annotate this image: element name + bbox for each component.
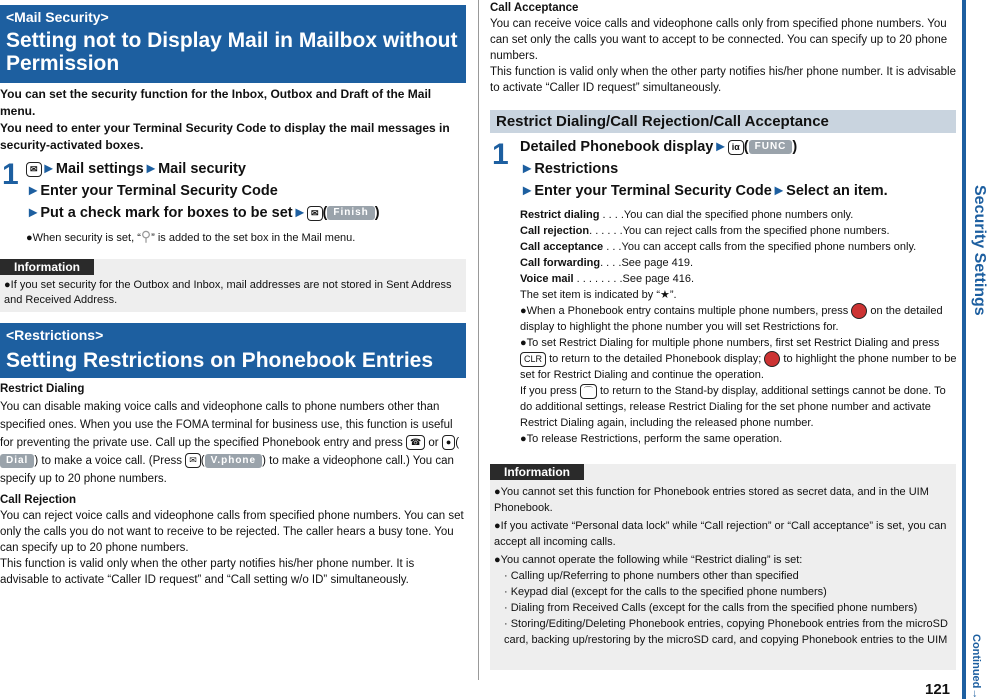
option-term: Call forwarding xyxy=(520,257,601,269)
info-text: If you set security for the Outbox and Inbox, mail addresses are not stored in Sent Address and Received Address. xyxy=(4,279,452,306)
option-desc: You can reject calls from the specified phone numbers. xyxy=(622,225,890,237)
bullet-text: When a Phonebook entry contains multiple phone numbers, press xyxy=(526,305,849,317)
option-desc: You can dial the specified phone numbers only. xyxy=(623,209,854,221)
bullet-item: ●When a Phonebook entry contains multiple phone numbers, press on the detailed display to highlight the phone number you will set Restrictions for. xyxy=(520,305,943,334)
header-title: Setting Restrictions on Phonebook Entries xyxy=(6,349,434,372)
lock-icon: ⚲ xyxy=(140,228,152,244)
option-desc: See page 419. xyxy=(621,257,694,269)
dial-softkey: Dial xyxy=(0,454,34,468)
step-text: Enter your Terminal Security Code xyxy=(534,183,772,199)
end-key-icon: ⌒ xyxy=(580,384,597,399)
info-item: ●You cannot operate the following while “Restrict dialing” is set: xyxy=(494,554,803,566)
header-small: <Restrictions> xyxy=(6,327,104,343)
step-text: Enter your Terminal Security Code xyxy=(40,183,278,199)
information-text: ●If you set security for the Outbox and Inbox, mail addresses are not stored in Sent Address and Received Address. xyxy=(4,279,452,306)
step-text: Put a check mark for boxes to be set xyxy=(40,205,293,221)
nav-key-icon xyxy=(851,303,867,319)
header-title: Setting not to Display Mail in Mailbox without Permission xyxy=(6,29,458,75)
section-title: Restrict Dialing xyxy=(0,383,85,395)
section-text: You can disable making voice calls and videophone calls to phone numbers other than specified ones. When you use the FOMA terminal for business use, this function is useful for preventing the private use. Call up the specified Phonebook entry and press xyxy=(0,401,453,449)
call-acceptance-section xyxy=(490,0,958,96)
step-number: 1 xyxy=(2,158,19,191)
info-subitem: · Keypad dial (except for the calls to the specified phone numbers) xyxy=(504,586,827,598)
step-number: 1 xyxy=(492,138,509,171)
information-label: Information xyxy=(490,464,584,480)
section-title: Call Acceptance xyxy=(490,2,579,14)
information-label: Information xyxy=(0,259,94,275)
mail-intro: You can set the security function for the Inbox, Outbox and Draft of the Mail menu. You need to enter your Terminal Security Code to display the mail messages in security-activated boxes. xyxy=(0,87,450,152)
information-box xyxy=(490,464,956,670)
option-term: Call acceptance xyxy=(520,241,604,253)
option-dots: . . . xyxy=(603,241,622,253)
info-subitem: · Dialing from Received Calls (except for the calls from the specified phone numbers) xyxy=(504,602,918,614)
bullet-text: to return to the Stand-by display, additional settings cannot be done. To do additional settings, release Restrict Dialing for the set phone number and activate Restrict Dialing again, including the released phone number. xyxy=(520,385,946,430)
mail-key-icon: ✉ xyxy=(307,206,323,221)
info-item: ●If you activate “Personal data lock” while “Call rejection” or “Call acceptance” is set, you can accept all incoming calls. xyxy=(494,520,947,548)
finish-softkey: Finish xyxy=(327,206,374,220)
option-term: Restrict dialing xyxy=(520,209,600,221)
column-divider xyxy=(478,0,479,680)
info-text: If you activate “Personal data lock” while “Call rejection” or “Call acceptance” is set, you can accept all incoming calls. xyxy=(494,520,947,548)
step-text: Select an item. xyxy=(786,183,888,199)
clr-key-icon: CLR xyxy=(520,352,546,367)
option-term: Call rejection xyxy=(520,225,590,237)
option-dots: . . . . xyxy=(600,257,622,269)
option-row xyxy=(520,271,960,287)
option-dots: . . . . . . . . xyxy=(573,273,623,285)
mail-step-1: ✉ ►Mail settings►Mail security ►Enter your Terminal Security Code ►Put a check mark for boxes to be set► ✉ ( Finish ) xyxy=(26,161,380,221)
information-box xyxy=(0,259,466,312)
call-key-icon: ☎ xyxy=(406,435,425,450)
bullet-text: To set Restrict Dialing for multiple phone numbers, first set Restrict Dialing and press xyxy=(526,337,940,350)
bullet-item: ●To set Restrict Dialing for multiple phone numbers, first set Restrict Dialing and press CLR to return to the detailed Phonebook display; to highlight the phone number to be set for Restrict Dialing and continue the operation. If you press ⌒ to return to the Stand-by display, additional settings cannot be done. To do additional settings, release Restrict Dialing for the set phone number and activate Restrict Dialing again, including the released phone number. xyxy=(520,337,957,430)
option-row xyxy=(520,239,960,255)
section-text: or xyxy=(428,437,439,449)
note-text: When security is set, “ xyxy=(32,232,141,244)
func-softkey: FUNC xyxy=(749,140,793,154)
option-row xyxy=(520,255,960,271)
section-text: ) to make a voice call. (Press xyxy=(34,455,182,467)
step-text: Mail security xyxy=(158,161,246,177)
step-text: Detailed Phonebook display xyxy=(520,139,714,155)
mail-key-icon: ✉ xyxy=(26,162,42,177)
option-dots: . . . . . . xyxy=(589,225,623,237)
option-term: Voice mail xyxy=(520,273,574,285)
bullet-text: to highlight the phone number to be set for Restrict Dialing and continue the operation. If you press xyxy=(520,353,957,398)
section-text: You can reject voice calls and videophone calls from specified phone numbers. You can set only the calls you do not want to receive to be rejected. The caller hears a busy tone. You can specify up to 20 phone numbers. This function is valid only when the other party notifies his/her phone number. It is advisable to activate “Caller ID request” and “Call setting w/o ID” simultaneously. xyxy=(0,510,464,586)
note-text: ” is added to the set box in the Mail menu. xyxy=(151,232,356,244)
page-number: 121 xyxy=(925,681,951,698)
step-text: Mail settings xyxy=(55,161,144,177)
section-title-vertical: Security Settings xyxy=(971,185,988,316)
info-subitem: · Storing/Editing/Deleting Phonebook entries, copying Phonebook entries from the microSD card, backing up/restoring by the microSD card, and copying Phonebook entries to the UIM xyxy=(504,618,948,646)
option-row xyxy=(520,207,960,223)
bullet-item: ●To release Restrictions, perform the same operation. xyxy=(520,433,783,446)
info-text: You cannot set this function for Phonebook entries stored as secret data, and in the UIM Phonebook. xyxy=(494,486,929,514)
option-desc: See page 416. xyxy=(622,273,695,285)
bullet-list xyxy=(520,303,960,447)
imenu-key-icon: iα xyxy=(728,140,744,155)
sidebar-tab-bar xyxy=(962,0,966,699)
bullet-text: on the detailed display to highlight the phone number you will set Restrictions for. xyxy=(520,305,943,334)
call-rejection-section xyxy=(0,492,464,588)
option-dots: . . . . xyxy=(599,209,624,221)
bullet-text: To release Restrictions, perform the same operation. xyxy=(526,433,783,446)
vphone-softkey: V.phone xyxy=(205,454,263,468)
mail-key-icon: ✉ xyxy=(185,453,201,468)
section-text: You can receive voice calls and videophone calls only from specified phone numbers. You can set only the calls you want to accept to be connected. You can specify up to 20 phone numbers. This function is valid only when the other party notifies his/her phone number. It is advisable to activate “Caller ID request” simultaneously. xyxy=(490,18,957,94)
option-list xyxy=(520,207,960,303)
dial-key-icon: ● xyxy=(442,435,455,450)
continued-label: Continued→ xyxy=(970,634,982,699)
restrict-section-header: Restrict Dialing/Call Rejection/Call Acceptance xyxy=(490,110,956,133)
info-item: ●You cannot set this function for Phonebook entries stored as secret data, and in the UIM Phonebook. xyxy=(494,486,929,514)
indicated-text: The set item is indicated by “★”. xyxy=(520,289,677,301)
section-text: ) to make a videophone call.) You can specify up to 20 phone numbers. xyxy=(0,455,454,485)
header-small: <Mail Security> xyxy=(6,9,109,25)
option-row xyxy=(520,223,960,239)
restrictions-header xyxy=(0,323,466,378)
option-desc: You can accept calls from the specified phone numbers only. xyxy=(621,241,917,253)
restrict-step-1: Detailed Phonebook display► iα ( FUNC ) ►Restrictions ►Enter your Terminal Security Code►Select an item. xyxy=(520,139,888,199)
information-text xyxy=(494,484,952,648)
info-subitem: · Calling up/Referring to phone numbers other than specified xyxy=(504,570,799,582)
step-text: Restrictions xyxy=(534,161,619,177)
bullet-text: to return to the detailed Phonebook display; xyxy=(549,353,762,366)
section-title: Call Rejection xyxy=(0,494,77,506)
mail-security-header xyxy=(0,5,466,83)
step-note: ●When security is set, “⚲” is added to the set box in the Mail menu. xyxy=(26,228,356,244)
restrict-dialing-section: Restrict Dialing You can disable making voice calls and videophone calls to phone numbers other than specified ones. When you use the FOMA terminal for business use, this function is useful for preventing the private use. Call up the specified Phonebook entry and press ☎ or ● (Dial ) to make a voice call. (Press ✉ ( V.phone ) to make a videophone call.) You can specify up to 20 phone numbers. xyxy=(0,380,464,488)
info-text: You cannot operate the following while “Restrict dialing” is set: xyxy=(500,554,803,566)
nav-key-icon xyxy=(764,351,780,367)
